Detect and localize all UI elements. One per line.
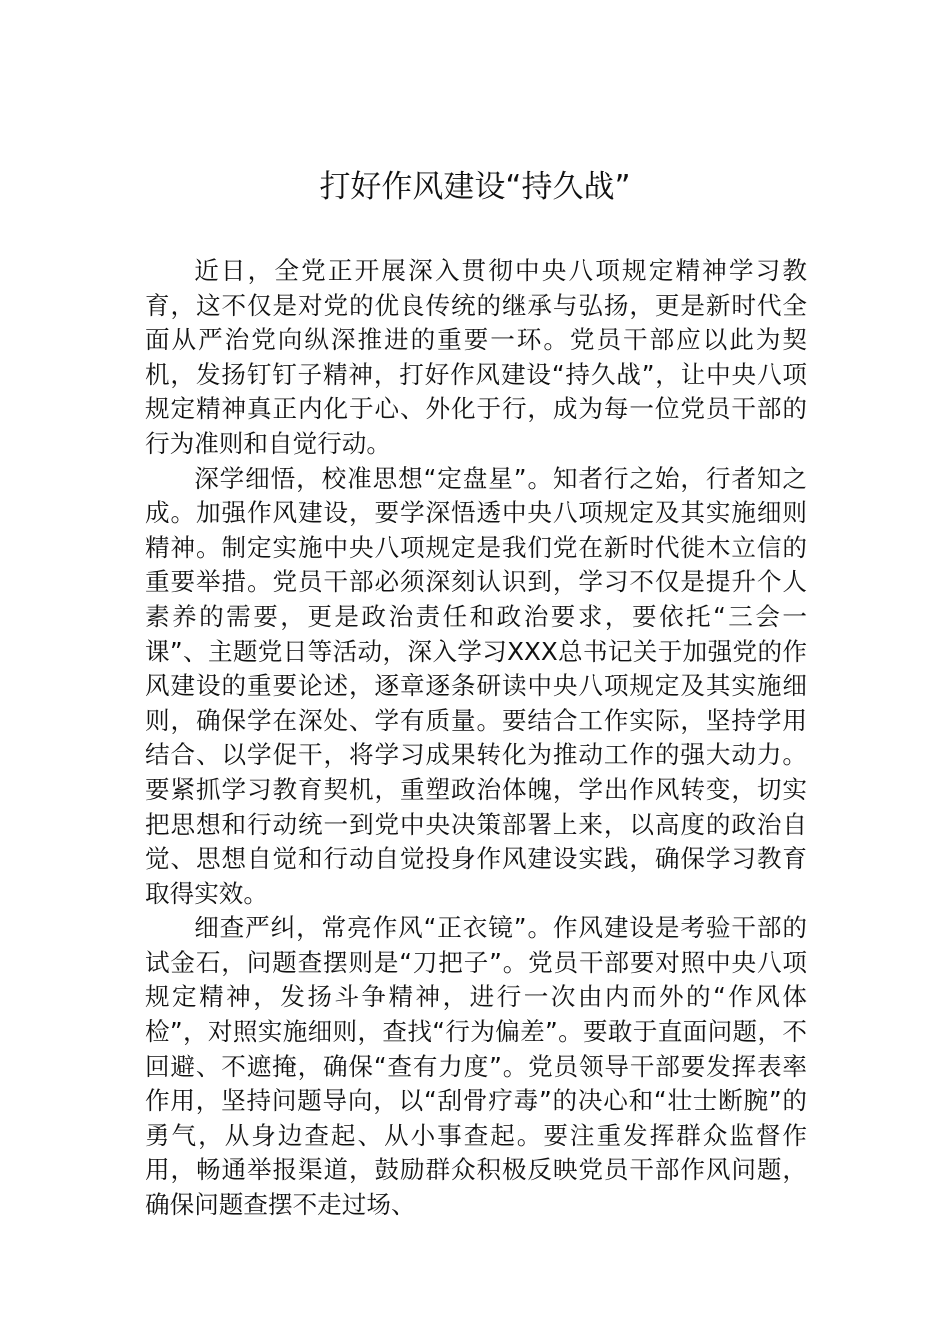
paragraph-inspect: 细查严纠，常亮作风“正衣镜”。作风建设是考验干部的试金石，问题查摆则是“刀把子”。党员干部要对照中央八项规定精神，发扬斗争精神，进行一次由内而外的“作风体检”，对照实施细则，查找“行为偏差”。要敢于直面问题，不回避、不遮掩，确保“查有力度”。党员领导干部要发挥表率作用，坚持问题导向，以“刮骨疗毒”的决心和“壮士断腕”的勇气，从身边查起、从小事查起。要注重发挥群众监督作用，畅通举报渠道，鼓励群众积极反映党员干部作风问题，确保问题查摆不走过场、 bbox=[145, 913, 807, 1220]
paragraph-study: 深学细悟，校准思想“定盘星”。知者行之始，行者知之成。加强作风建设，要学深悟透中央八项规定及其实施细则精神。制定实施中央八项规定是我们党在新时代徙木立信的重要举措。党员干部必须深刻认识到，学习不仅是提升个人素养的需要，更是政治责任和政治要求，要依托“三会一课”、主题党日等活动，深入学习XXX总书记关于加强党的作风建设的重要论述，逐章逐条研读中央八项规定及其实施细则，确保学在深处、学有质量。要结合工作实际，坚持学用结合、以学促干，将学习成果转化为推动工作的强大动力。要紧抓学习教育契机，重塑政治体魄，学出作风转变，切实把思想和行动统一到党中央决策部署上来，以高度的政治自觉、思想自觉和行动自觉投身作风建设实践，确保学习教育取得实效。 bbox=[145, 463, 807, 908]
document-body bbox=[145, 254, 807, 1223]
paragraph-intro: 近日，全党正开展深入贯彻中央八项规定精神学习教育，这不仅是对党的优良传统的继承与弘扬，更是新时代全面从严治党向纵深推进的重要一环。党员干部应以此为契机，发扬钉钉子精神，打好作风建设“持久战”，让中央八项规定精神真正内化于心、外化于行，成为每一位党员干部的行为准则和自觉行动。 bbox=[145, 256, 807, 458]
document-title: 打好作风建设“持久战” bbox=[319, 169, 631, 205]
